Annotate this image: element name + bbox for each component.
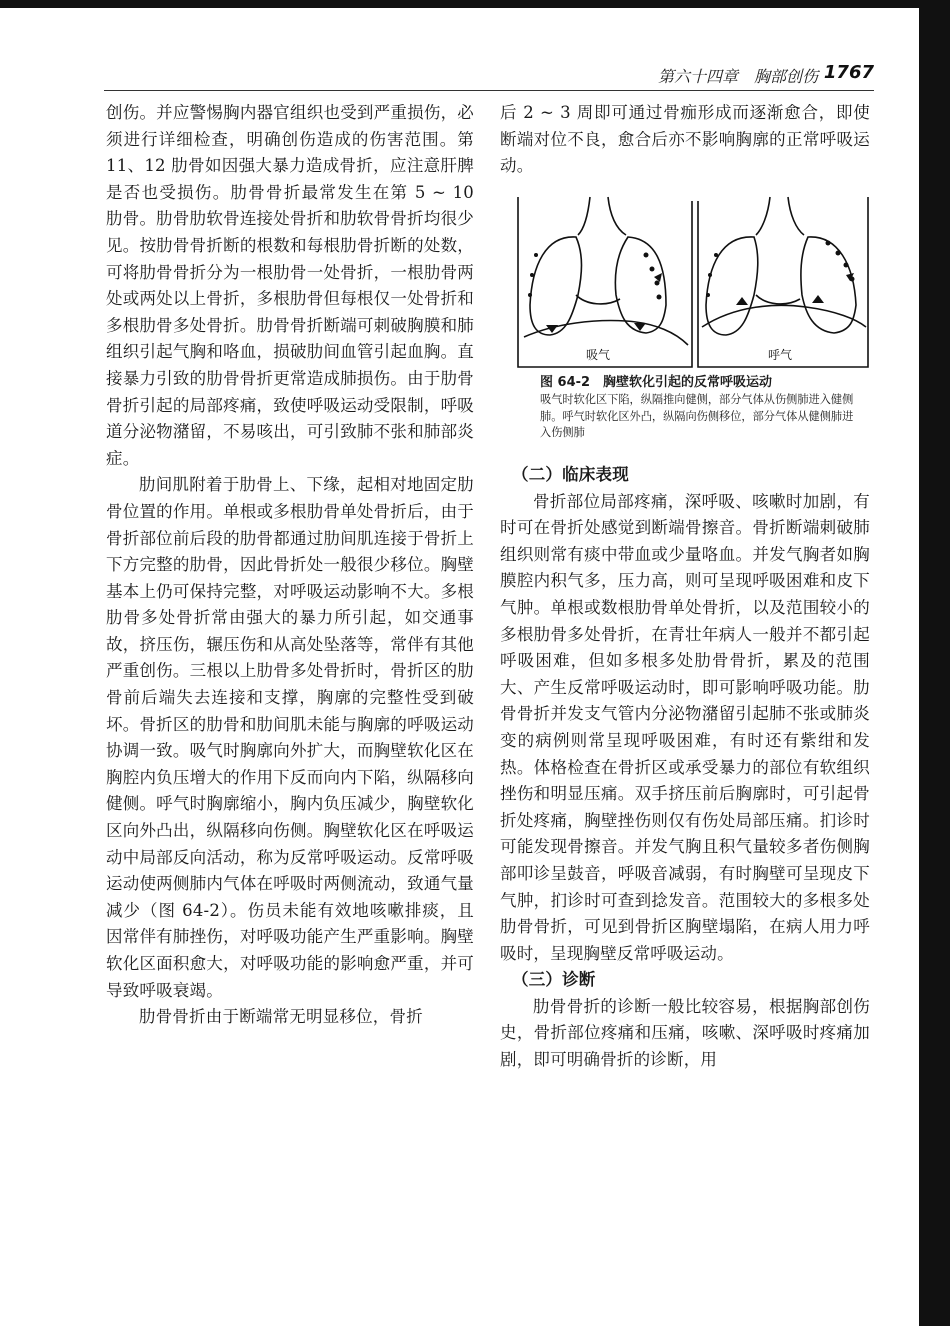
left-diaphragm (524, 321, 688, 345)
label-exhale: 呼气 (768, 348, 793, 362)
figure-paradoxical-breathing (516, 195, 870, 369)
arrow-inward-left (654, 273, 662, 282)
scan-border-right (919, 0, 950, 1326)
right-trachea (756, 197, 804, 235)
paragraph-clinical: 骨折部位局部疼痛，深呼吸、咳嗽时加剧，有时可在骨折处感觉到断端骨擦音。骨折断端刺破肺组织则常有痰中带血或少量咯血。并发气胸者如胸膜腔内积气多，压力高，则可呈现呼吸困难和皮下气肿。单根或数根肋骨单处骨折，以及范围较小的多根肋骨多处骨折，在青壮年病人一般并不都引起呼吸困难，但如多根多处肋骨骨折，累及的范围大、产生反常呼吸运动时，即可影响呼吸功能。肋骨骨折并发支气管内分泌物潴留引起肺不张或肺炎变的病例则常呈现呼吸困难，有时还有紫绀和发热。体格检查在骨折区或承受暴力的部位有软组织挫伤和明显压痛。双手挤压前后胸廓时，可引起骨折处疼痛，胸壁挫伤则仅有伤处局部压痛。扪诊时可能发现骨擦音。并发气胸且积气量较多者伤侧胸部叩诊呈鼓音，呼吸音减弱，有时胸壁可呈现皮下气肿，扪诊时可查到捻发音。范围较大的多根多处肋骨骨折，可见到骨折区胸壁塌陷，在病人用力呼吸时，呈现胸壁反常呼吸运动。 (500, 491, 870, 963)
left-trachea (578, 197, 626, 235)
right-diaphragm (702, 305, 866, 327)
scan-border-top (0, 0, 950, 8)
chapter-title: 第六十四章 胸部创伤 (657, 67, 818, 86)
arrow-up-right-2 (812, 295, 824, 303)
right-panel-frame (698, 197, 868, 367)
right-column-top (500, 100, 870, 180)
caption-body: 吸气时软化区下陷，纵隔推向健侧，部分气体从伤侧肺进入健侧肺。呼气时软化区外凸，纵隔向伤侧移位，部分气体从健侧肺进入伤侧肺 (540, 393, 854, 439)
figure-caption (540, 374, 860, 442)
right-mediastinum (756, 295, 800, 304)
figure-illustration (516, 195, 870, 369)
section-title-diagnosis: （三）诊断 (512, 970, 596, 990)
paragraph-healing-end: 后 2 ~ 3 周即可通过骨痂形成而逐渐愈合，即使断端对位不良，愈合后亦不影响胸廓的正常呼吸运动。 (500, 103, 870, 176)
paragraph-healing-start: 肋骨骨折由于断端常无明显移位，骨折 (139, 1007, 423, 1027)
left-mediastinum (576, 295, 620, 304)
paragraph-intercostal: 肋间肌附着于肋骨上、下缘，起相对地固定肋骨位置的作用。单根或多根肋骨单处骨折后，由于骨折部位前后段的肋骨都通过肋间肌连接于骨折上下方完整的肋骨，因此骨折处一般很少移位。胸壁基本上仍可保持完整，对呼吸运动影响不大。多根肋骨多处骨折常由强大的暴力所引起，如交通事故，挤压伤，辗压伤和从高处坠落等，常伴有其他严重创伤。三根以上肋骨多处骨折时，骨折区的肋骨前后端失去连接和支撑，胸廓的完整性受到破坏。骨折区的肋骨和肋间肌未能与胸廓的呼吸运动协调一致。吸气时胸廓向外扩大，而胸壁软化区在胸腔内负压增大的作用下反而向内下陷，纵隔移向健侧。呼气时胸廓缩小，胸内负压减少，胸壁软化区向外凸出，纵隔移向伤侧。胸壁软化区在呼吸运动中局部反向活动，称为反常呼吸运动。反常呼吸运动使两侧肺内气体在呼吸时两侧流动，致通气量减少（图 64-2）。伤员未能有效地咳嗽排痰，且因常伴有肺挫伤，对呼吸功能产生严重影响。胸壁软化区面积愈大，对呼吸功能的影响愈严重，并可导致呼吸衰竭。 (106, 475, 474, 1000)
paragraph-diagnosis: 肋骨骨折的诊断一般比较容易，根据胸部创伤史，骨折部位疼痛和压痛，咳嗽、深呼吸时疼痛加剧，即可明确骨折的诊断，用 (500, 996, 870, 1070)
section-title-clinical: （二）临床表现 (512, 465, 629, 484)
right-column (500, 462, 870, 1074)
caption-title: 图 64-2 胸壁软化引起的反常呼吸运动 (540, 375, 773, 390)
arrow-up-right-1 (736, 297, 748, 305)
right-lung-injured (801, 237, 856, 333)
left-panel-frame (518, 197, 692, 367)
paragraph-continued: 创伤。并应警惕胸内器官组织也受到严重损伤，必须进行详细检查，明确创伤造成的伤害范围。第 11、12 肋骨如因强大暴力造成骨折，应注意肝脾是否也受损伤。肋骨骨折最常发生在第 5 ~ 10 肋骨。肋骨肋软骨连接处骨折和肋软骨骨折均很少见。按肋骨骨折断的根数和每根肋骨折断的处数，可将肋骨骨折分为一根肋骨一处骨折，一根肋骨两处或两处以上骨折，多根肋骨但每根仅一处骨折和多根肋骨多处骨折。肋骨骨折断端可刺破胸膜和肺组织引起气胸和咯血，损破肋间血管引起血胸。直接暴力引致的肋骨骨折更常造成肺损伤。由于肋骨骨折引起的局部疼痛，致使呼吸运动受限制，呼吸道分泌物潴留，不易咳出，可引致肺不张和肺部炎症。 (106, 103, 474, 468)
page-number: 1767 (823, 62, 874, 83)
running-header (104, 60, 874, 91)
left-lung-healthy (530, 237, 582, 335)
label-inhale: 吸气 (586, 348, 611, 362)
left-column (106, 100, 474, 1031)
